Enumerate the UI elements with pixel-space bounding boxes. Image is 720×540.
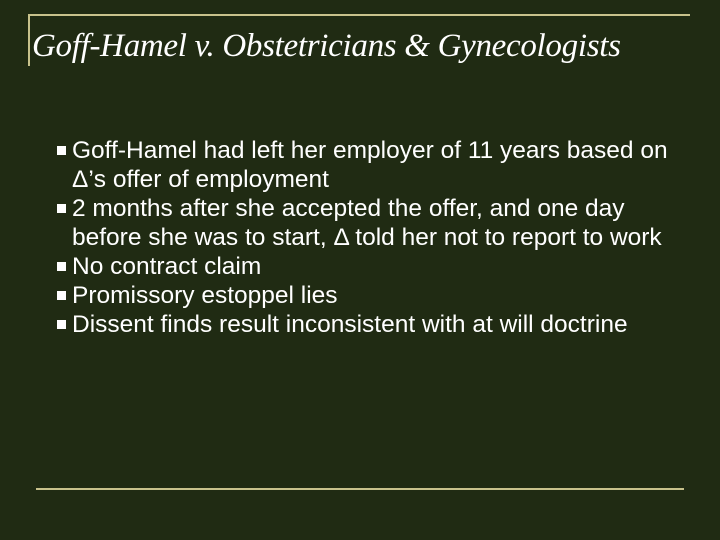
bullet-text: 2 months after she accepted the offer, and one day before she was to start, Δ told her not to report to work	[72, 195, 662, 251]
square-bullet-icon	[57, 320, 66, 329]
bullet-text: No contract claim	[72, 253, 262, 280]
square-bullet-icon	[57, 146, 66, 155]
title-top-rule	[28, 14, 690, 16]
square-bullet-icon	[57, 291, 66, 300]
bullet-text: Goff-Hamel had left her employer of 11 years based on Δ’s offer of employment	[72, 137, 668, 193]
title-left-rule	[28, 14, 30, 66]
square-bullet-icon	[57, 262, 66, 271]
bullet-item	[57, 136, 677, 194]
bottom-rule	[36, 488, 684, 490]
slide-title: Goff-Hamel v. Obstetricians & Gynecologists	[32, 28, 621, 64]
bullet-item	[57, 310, 677, 339]
bullet-item	[57, 252, 677, 281]
square-bullet-icon	[57, 204, 66, 213]
bullet-item	[57, 281, 677, 310]
bullet-list	[57, 136, 677, 339]
bullet-text: Dissent finds result inconsistent with at will doctrine	[72, 311, 628, 338]
bullet-item	[57, 194, 677, 252]
bullet-text: Promissory estoppel lies	[72, 282, 338, 309]
